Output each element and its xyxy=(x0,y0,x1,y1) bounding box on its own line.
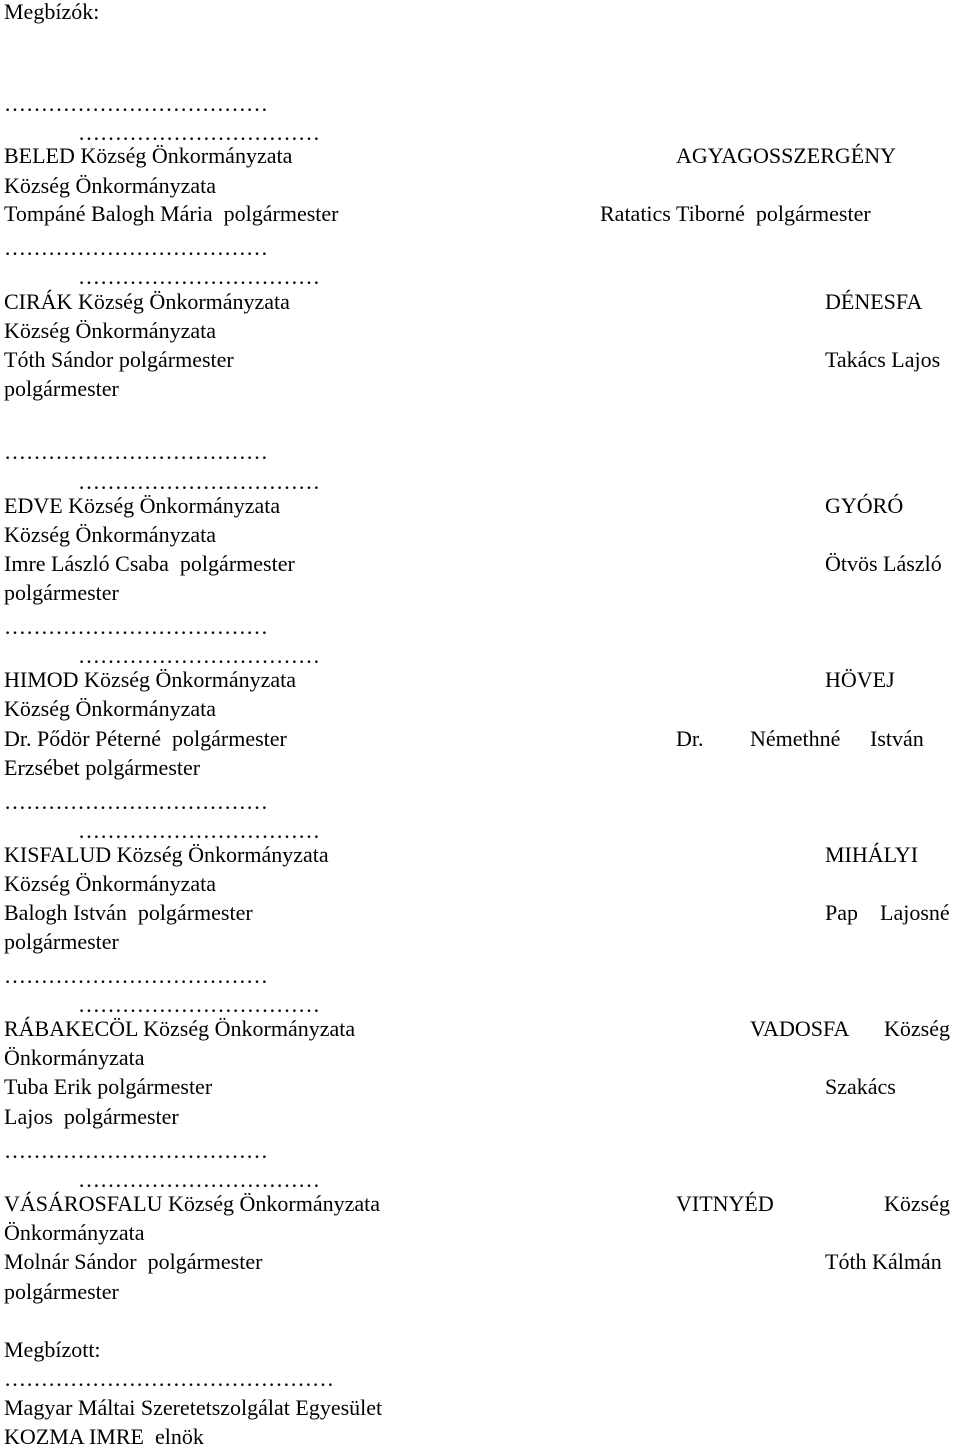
vasarosfalu-mayor: Molnár Sándor polgármester xyxy=(4,1249,263,1274)
principals-heading: Megbízók: xyxy=(4,0,100,24)
vadosfa-municipality-line2: Önkormányzata xyxy=(4,1045,145,1070)
rabakecol-municipality: RÁBAKECÖL Község Önkormányzata xyxy=(4,1016,356,1041)
vitnyed-municipality-part1: VITNYÉD xyxy=(676,1191,774,1216)
vitnyed-municipality-line2: Önkormányzata xyxy=(4,1220,145,1245)
signature-line: …………………………… xyxy=(78,1167,320,1192)
signature-line: ……………………………… xyxy=(4,614,268,639)
kisfalud-mayor: Balogh István polgármester xyxy=(4,900,253,925)
vadosfa-municipality-part1: VADOSFA xyxy=(750,1016,850,1041)
beled-municipality: BELED Község Önkormányzata xyxy=(4,143,293,168)
kisfalud-municipality-line2: Község Önkormányzata xyxy=(4,871,216,896)
signature-line: ……………………………… xyxy=(4,235,268,260)
hovej-mayor-prefix: Dr. xyxy=(676,726,704,751)
signature-line: …………………………… xyxy=(78,120,320,145)
himod-municipality: HIMOD Község Önkormányzata xyxy=(4,667,297,692)
vadosfa-municipality-part2: Község xyxy=(884,1016,950,1041)
agyagosszergeny-municipality: AGYAGOSSZERGÉNY xyxy=(676,143,897,168)
signature-line: ……………………………… xyxy=(4,1138,268,1163)
agyagosszergeny-mayor: Ratatics Tiborné polgármester xyxy=(600,201,871,226)
edve-municipality: EDVE Község Önkormányzata xyxy=(4,493,281,518)
hovej-municipality: HÖVEJ xyxy=(825,667,895,692)
signature-line: …………………………… xyxy=(78,818,320,843)
signature-line: ……………………………… xyxy=(4,789,268,814)
himod-municipality-line2: Község Önkormányzata xyxy=(4,696,216,721)
signature-line: ……………………………… xyxy=(4,963,268,988)
denesfa-municipality: DÉNESFA xyxy=(825,289,923,314)
vadosfa-mayor-line2: Lajos polgármester xyxy=(4,1104,179,1129)
vadosfa-mayor: Szakács xyxy=(825,1074,896,1099)
rabakecol-mayor: Tuba Erik polgármester xyxy=(4,1074,213,1099)
signature-line: …………………………… xyxy=(78,469,320,494)
gyoro-municipality: GYÓRÓ xyxy=(825,493,904,518)
cirak-municipality: CIRÁK Község Önkormányzata xyxy=(4,289,290,314)
vitnyed-mayor: Tóth Kálmán xyxy=(825,1249,942,1274)
beled-municipality-line2: Község Önkormányzata xyxy=(4,173,216,198)
mihalyi-mayor-title: polgármester xyxy=(4,929,119,954)
denesfa-mayor: Takács Lajos xyxy=(825,347,941,372)
mihalyi-municipality: MIHÁLYI xyxy=(825,842,919,867)
signature-line: ……………………………………… xyxy=(4,1366,334,1391)
gyoro-mayor-title: polgármester xyxy=(4,580,119,605)
cirak-municipality-line2: Község Önkormányzata xyxy=(4,318,216,343)
signature-line: ……………………………… xyxy=(4,91,268,116)
vasarosfalu-municipality: VÁSÁROSFALU Község Önkormányzata xyxy=(4,1191,380,1216)
kisfalud-municipality: KISFALUD Község Önkormányzata xyxy=(4,842,329,867)
mihalyi-mayor-part2: Lajosné xyxy=(880,900,950,925)
agent-representative: KOZMA IMRE elnök xyxy=(4,1424,204,1449)
hovej-mayor-firstname: István xyxy=(870,726,924,751)
hovej-mayor-line2: Erzsébet polgármester xyxy=(4,755,201,780)
agent-heading: Megbízott: xyxy=(4,1337,101,1362)
vitnyed-mayor-title: polgármester xyxy=(4,1279,119,1304)
hovej-mayor-name: Némethné xyxy=(750,726,841,751)
signature-line: …………………………… xyxy=(78,264,320,289)
agent-organization: Magyar Máltai Szeretetszolgálat Egyesület xyxy=(4,1395,383,1420)
cirak-mayor: Tóth Sándor polgármester xyxy=(4,347,234,372)
signature-line: …………………………… xyxy=(78,992,320,1017)
gyoro-mayor: Ötvös László xyxy=(825,551,942,576)
edve-mayor: Imre László Csaba polgármester xyxy=(4,551,295,576)
denesfa-mayor-title: polgármester xyxy=(4,376,119,401)
mihalyi-mayor-part1: Pap xyxy=(825,900,858,925)
signature-line: ……………………………… xyxy=(4,439,268,464)
beled-mayor: Tompáné Balogh Mária polgármester xyxy=(4,201,339,226)
signature-line: …………………………… xyxy=(78,643,320,668)
himod-mayor: Dr. Pődör Péterné polgármester xyxy=(4,726,287,751)
vitnyed-municipality-part2: Község xyxy=(884,1191,950,1216)
edve-municipality-line2: Község Önkormányzata xyxy=(4,522,216,547)
